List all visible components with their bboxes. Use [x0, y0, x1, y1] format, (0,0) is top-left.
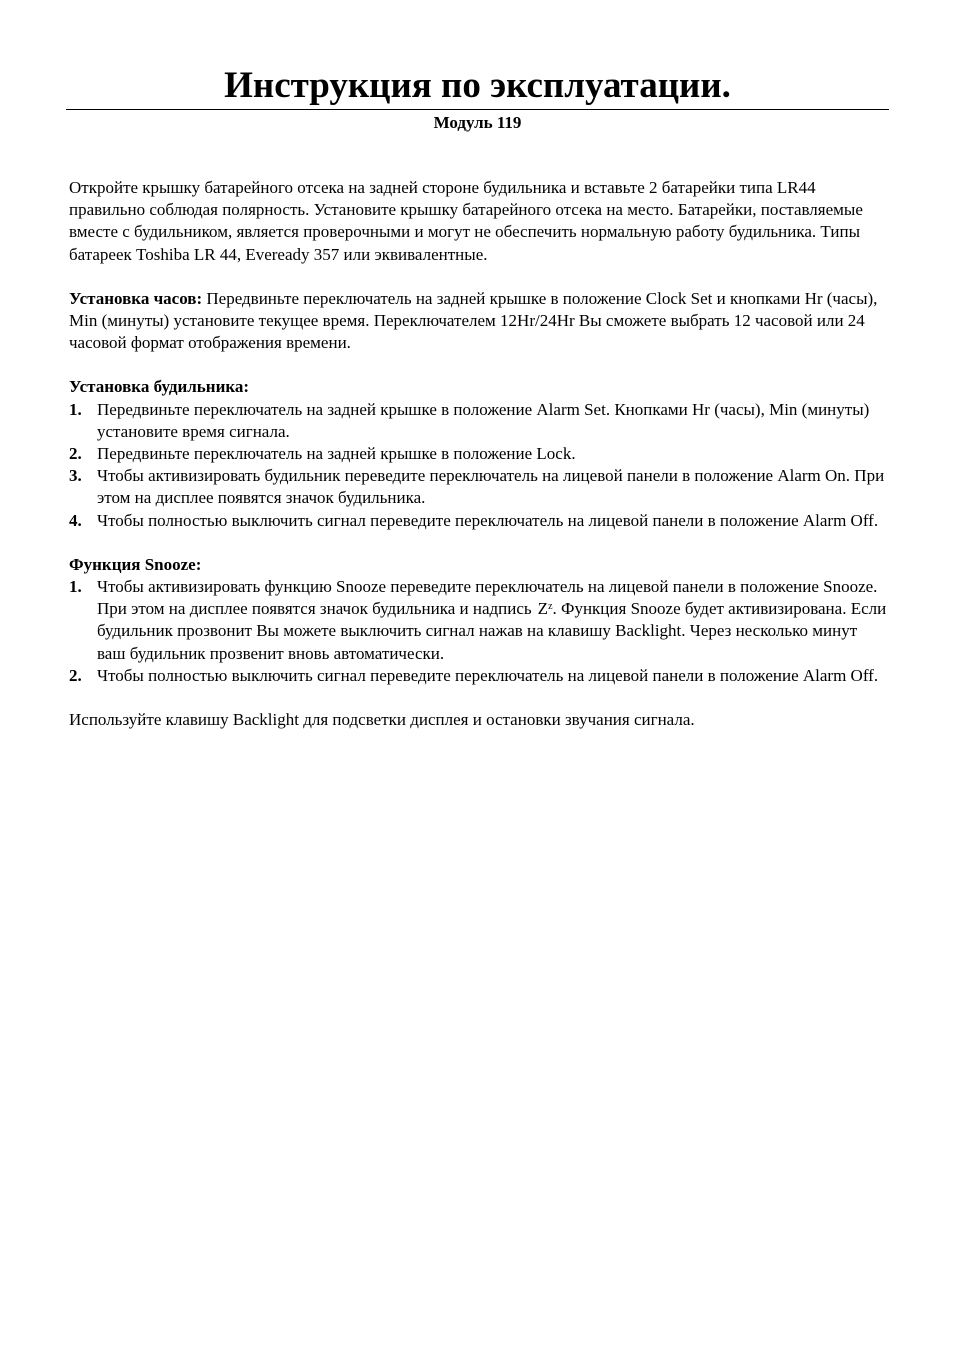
clock-setting-heading: Установка часов: — [69, 288, 203, 308]
list-item — [69, 399, 889, 443]
list-item-text: Чтобы полностью выключить сигнал переведите переключатель на лицевой панели в положение Alarm Off. — [97, 665, 879, 685]
intro-paragraph: Откройте крышку батарейного отсека на задней стороне будильника и вставьте 2 батарейки типа LR44 правильно соблюдая полярность. Установите крышку батарейного отсека на место. Батарейки, поставляемые вместе с будильником, является проверочными и могут не обеспечить нормальную работу будильника. Типы батареек Toshiba LR 44, Eveready 357 или эквивалентные. — [69, 178, 863, 264]
list-item-text: Чтобы активизировать будильник переведите переключатель на лицевой панели в положение Alarm On. При этом на дисплее появятся значок будильника. — [97, 466, 885, 508]
list-item-number: 1. — [69, 577, 82, 597]
clock-setting-paragraph — [69, 288, 889, 355]
page-title: Инструкция по эксплуатации. — [224, 65, 731, 106]
alarm-setting-heading: Установка будильника: — [69, 377, 250, 397]
footer-note: Используйте клавишу Backlight для подсветки дисплея и остановки звучания сигнала. — [69, 710, 695, 730]
list-item — [69, 665, 889, 687]
document-body — [69, 177, 889, 731]
list-item-text: Чтобы полностью выключить сигнал переведите переключатель на лицевой панели в положение Alarm Off. — [97, 510, 879, 530]
list-item — [69, 443, 889, 465]
list-item — [69, 465, 889, 509]
snooze-steps — [69, 576, 889, 687]
list-item-text: Чтобы активизировать функцию Snooze переведите переключатель на лицевой панели в положение Snooze. При этом на дисплее появятся значок будильника и надпись — [97, 577, 878, 619]
alarm-setting-steps — [69, 399, 889, 532]
list-item-number: 4. — [69, 510, 82, 530]
list-item-number: 2. — [69, 444, 82, 464]
list-item-text-continued: . Функция Snooze будет активизирована. Если будильник прозвонит Вы можете выключить сигнал нажав на клавишу Backlight. Через несколько минут ваш будильник прозвенит вновь автоматически. — [97, 599, 887, 663]
snooze-heading: Функция Snooze: — [69, 554, 202, 574]
list-item-text: Передвиньте переключатель на задней крышке в положение Alarm Set. Кнопками Hr (часы), Min (минуты) установите время сигнала. — [97, 399, 870, 441]
snooze-z-letter: Z — [537, 599, 549, 619]
list-item — [69, 576, 889, 665]
list-item-text: Передвиньте переключатель на задней крышке в положение Lock. — [97, 444, 576, 464]
list-item-number: 2. — [69, 665, 82, 685]
title-underline — [66, 109, 889, 110]
list-item-number: 3. — [69, 466, 82, 486]
snooze-zz-symbol — [538, 598, 553, 620]
clock-setting-text: Передвиньте переключатель на задней крышке в положение Clock Set и кнопками Hr (часы), Min (минуты) установите текущее время. Переключателем 12Hr/24Hr Вы сможете выбрать 12 часовой или 24 часовой формат отображения времени. — [69, 288, 878, 353]
list-item-number: 1. — [69, 399, 82, 419]
page-subtitle: Модуль 119 — [433, 113, 522, 132]
list-item — [69, 510, 889, 532]
snooze-z-superscript: z — [548, 601, 553, 613]
